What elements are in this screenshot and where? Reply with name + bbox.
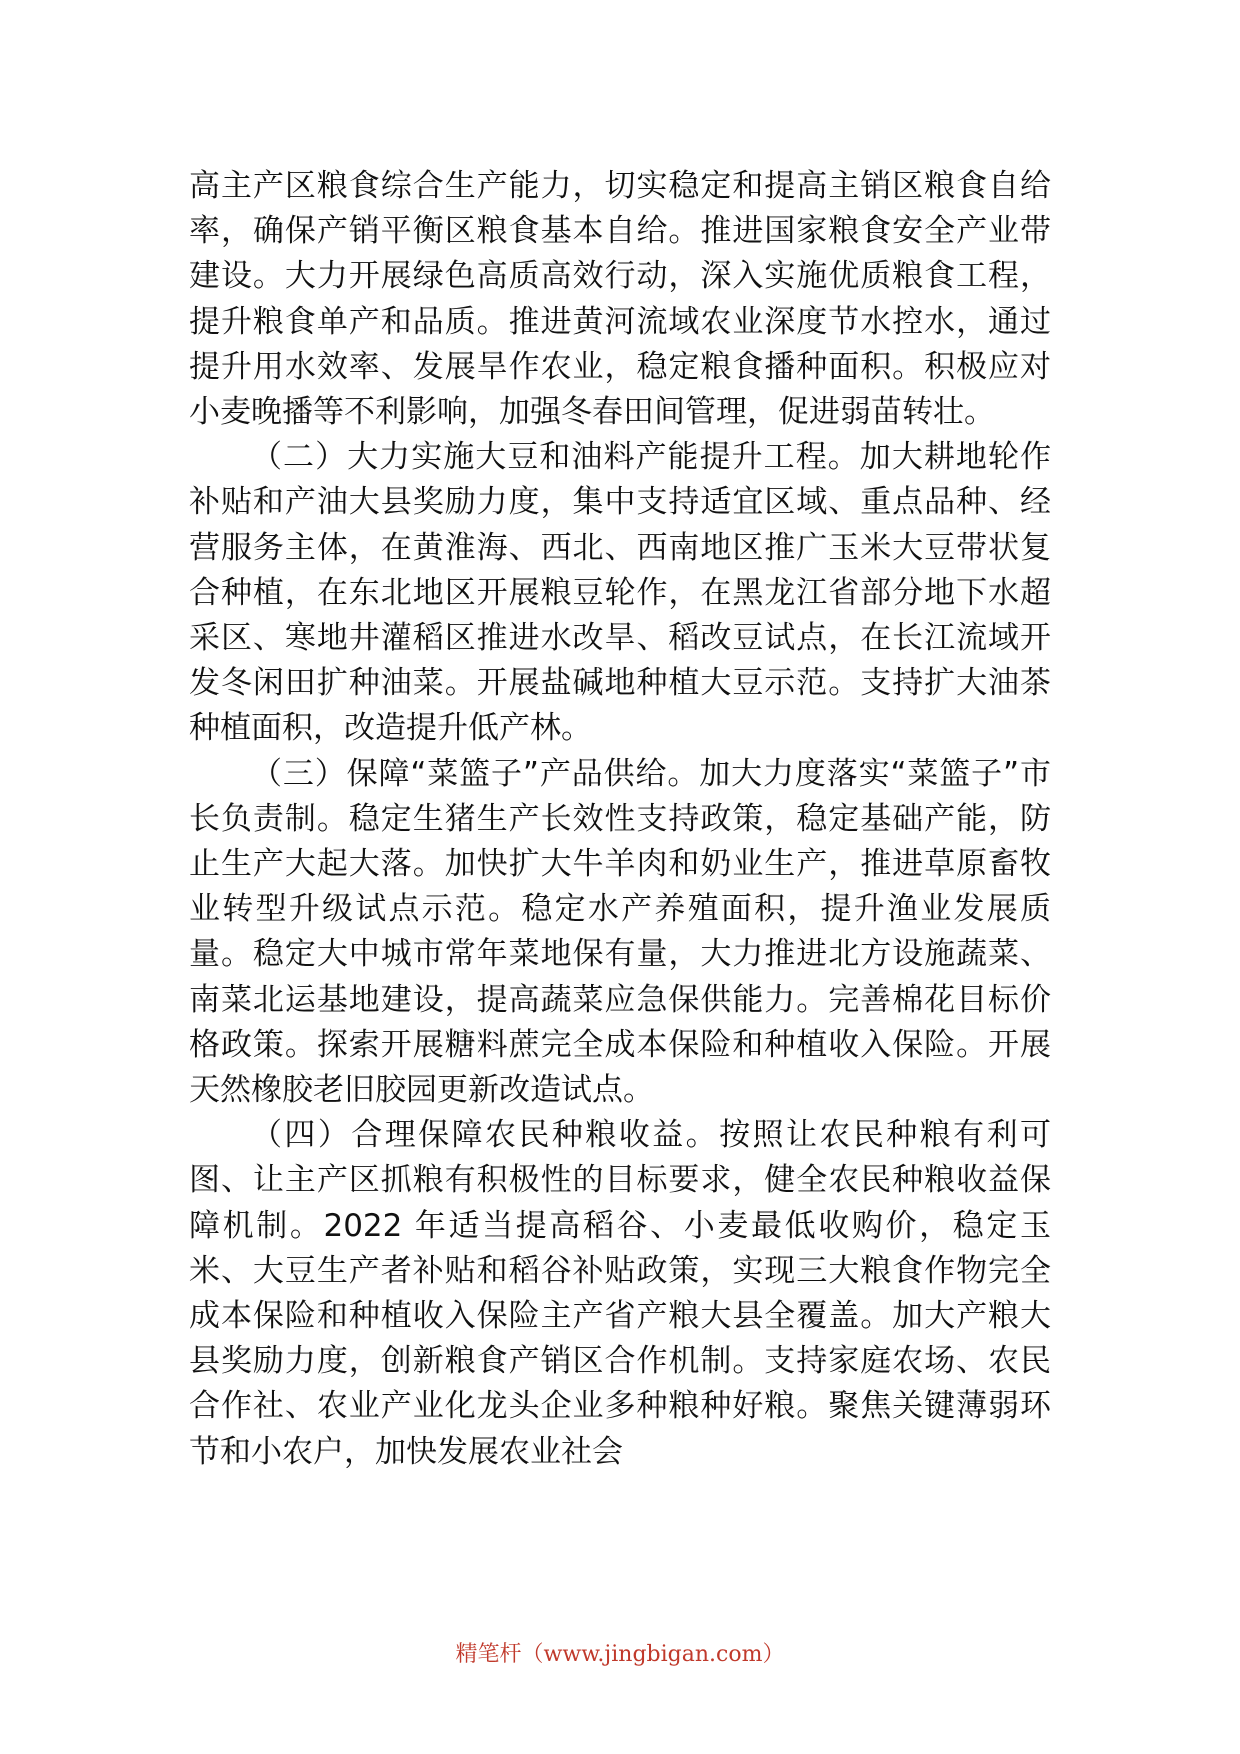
- footer-watermark[interactable]: 精笔杆（www.jingbigan.com）: [455, 1642, 785, 1667]
- paragraph-4: （四）合理保障农民种粮收益。按照让农民种粮有利可图、让主产区抓粮有积极性的目标要求，健全农民种粮收益保障机制。2022 年适当提高稻谷、小麦最低收购价，稳定玉米、大豆生产者补贴和稻谷补贴政策，实现三大粮食作物完全成本保险和种植收入保险主产省产粮大县全覆盖。加大产粮大县奖励力度，创新粮食产销区合作机制。支持家庭农场、农民合作社、农业产业化龙头企业多种粮种好粮。聚焦关键薄弱环节和小农户，加快发展农业社会: [189, 1117, 1051, 1470]
- paragraph-3: （三）保障“菜篮子”产品供给。加大力度落实“菜篮子”市长负责制。稳定生猪生产长效性支持政策，稳定基础产能，防止生产大起大落。加快扩大牛羊肉和奶业生产，推进草原畜牧业转型升级试点示范。稳定水产养殖面积，提升渔业发展质量。稳定大中城市常年菜地保有量，大力推进北方设施蔬菜、南菜北运基地建设，提高蔬菜应急保供能力。完善棉花目标价格政策。探索开展糖料蔗完全成本保险和种植收入保险。开展天然橡胶老旧胶园更新改造试点。: [189, 755, 1051, 1109]
- document-body: [189, 164, 1051, 1475]
- paragraph-1: 高主产区粮食综合生产能力，切实稳定和提高主销区粮食自给率，确保产销平衡区粮食基本自给。推进国家粮食安全产业带建设。大力开展绿色高质高效行动，深入实施优质粮食工程，提升粮食单产和品质。推进黄河流域农业深度节水控水，通过提升用水效率、发展旱作农业，稳定粮食播种面积。积极应对小麦晚播等不利影响，加强冬春田间管理，促进弱苗转壮。: [189, 168, 1051, 431]
- paragraph-2: （二）大力实施大豆和油料产能提升工程。加大耕地轮作补贴和产油大县奖励力度，集中支持适宜区域、重点品种、经营服务主体，在黄淮海、西北、西南地区推广玉米大豆带状复合种植，在东北地区开展粮豆轮作，在黑龙江省部分地下水超采区、寒地井灌稻区推进水改旱、稻改豆试点，在长江流域开发冬闲田扩种油菜。开展盐碱地种植大豆示范。支持扩大油茶种植面积，改造提升低产林。: [189, 439, 1051, 747]
